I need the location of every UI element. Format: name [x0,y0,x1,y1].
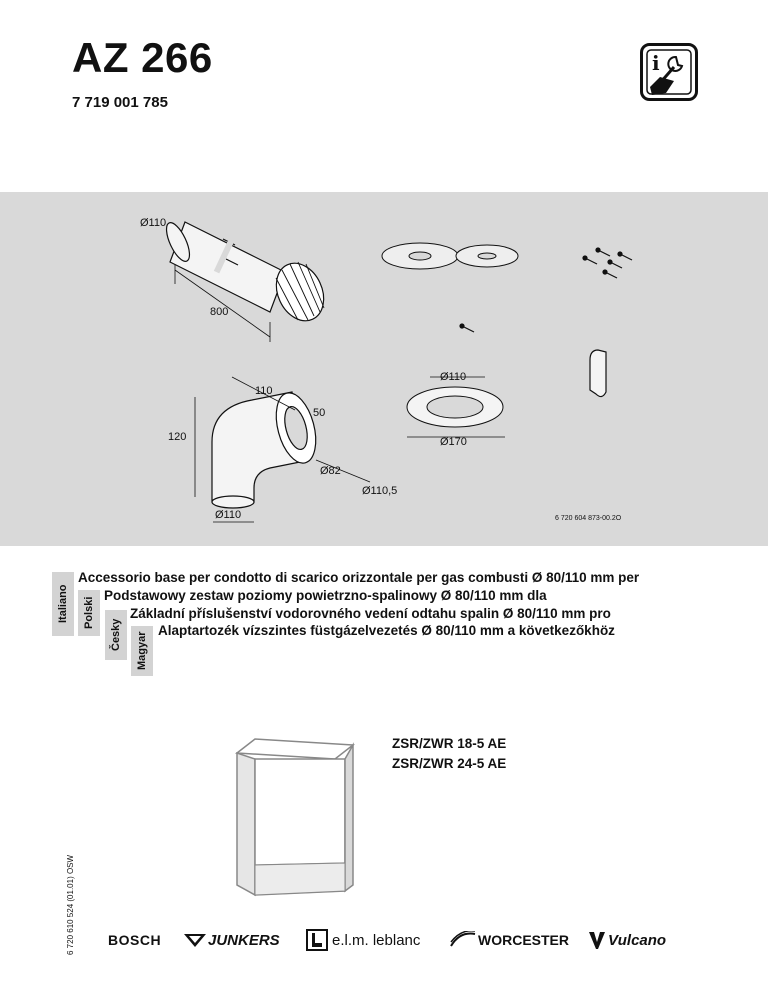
junkers-logo-icon [184,932,206,948]
description-polski: Podstawowy zestaw poziomy powietrzno-spalinowy Ø 80/110 mm dla [104,588,547,603]
part-number: 7 719 001 785 [72,94,168,111]
tab-italiano: Italiano [52,572,74,636]
svg-text:i: i [652,51,660,75]
elbow-height-label: 120 [168,431,187,443]
brand-leblanc: e.l.m. leblanc [306,925,420,955]
description-magyar: Alaptartozék vízszintes füstgázelvezetés Ø 80/110 mm a következőkhöz [158,623,615,638]
info-wrench-icon [640,43,698,101]
pipe-diameter-label: Ø110 [140,217,167,229]
tab-magyar: Magyar [131,626,153,676]
brand-vulcano: Vulcano [588,925,666,955]
side-document-code: 6 720 610 524 (01.01) OSW [66,854,75,955]
rosette-drawing [407,387,503,427]
vulcano-logo-icon [588,930,606,950]
brand-logos [100,925,720,955]
brand-junkers: JUNKERS [184,925,280,955]
model-1: ZSR/ZWR 18-5 AE [392,736,507,751]
model-2: ZSR/ZWR 24-5 AE [392,756,507,771]
tab-cesky: Česky [105,610,127,660]
gaskets-drawing [382,243,518,269]
tab-polski: Polski [78,590,100,636]
document-title: AZ 266 [72,34,213,81]
pipe-length-label: 800 [210,306,229,318]
description-italiano: Accessorio base per condotto di scarico orizzontale per gas combusti Ø 80/110 mm per [78,570,640,585]
figure-panel [0,192,768,546]
boiler-drawing [225,735,360,905]
elbow-offset-label: 50 [313,407,326,419]
clamp-drawing [590,350,606,397]
brand-bosch: BOSCH [108,932,162,948]
leblanc-logo-icon [306,929,328,951]
rosette-outer-label: Ø170 [440,436,467,448]
elbow-base-label: Ø110 [215,509,242,521]
worcester-logo-icon [450,931,476,949]
figure-doc-code: 6 720 604 873-00.2O [555,515,622,522]
accessory-drawing [0,192,768,546]
elbow-width-label: 110 [255,385,273,397]
elbow-drawing [212,389,326,508]
elbow-inner-label: Ø82 [320,465,341,477]
pipe-drawing [162,220,333,329]
elbow-outer-label: Ø110,5 [362,485,398,497]
description-cesky: Základní příslušenství vodorovného vedení odtahu spalin Ø 80/110 mm pro [130,606,611,621]
brand-worcester: WORCESTER [450,925,569,955]
rosette-inner-label: Ø110 [440,371,467,383]
